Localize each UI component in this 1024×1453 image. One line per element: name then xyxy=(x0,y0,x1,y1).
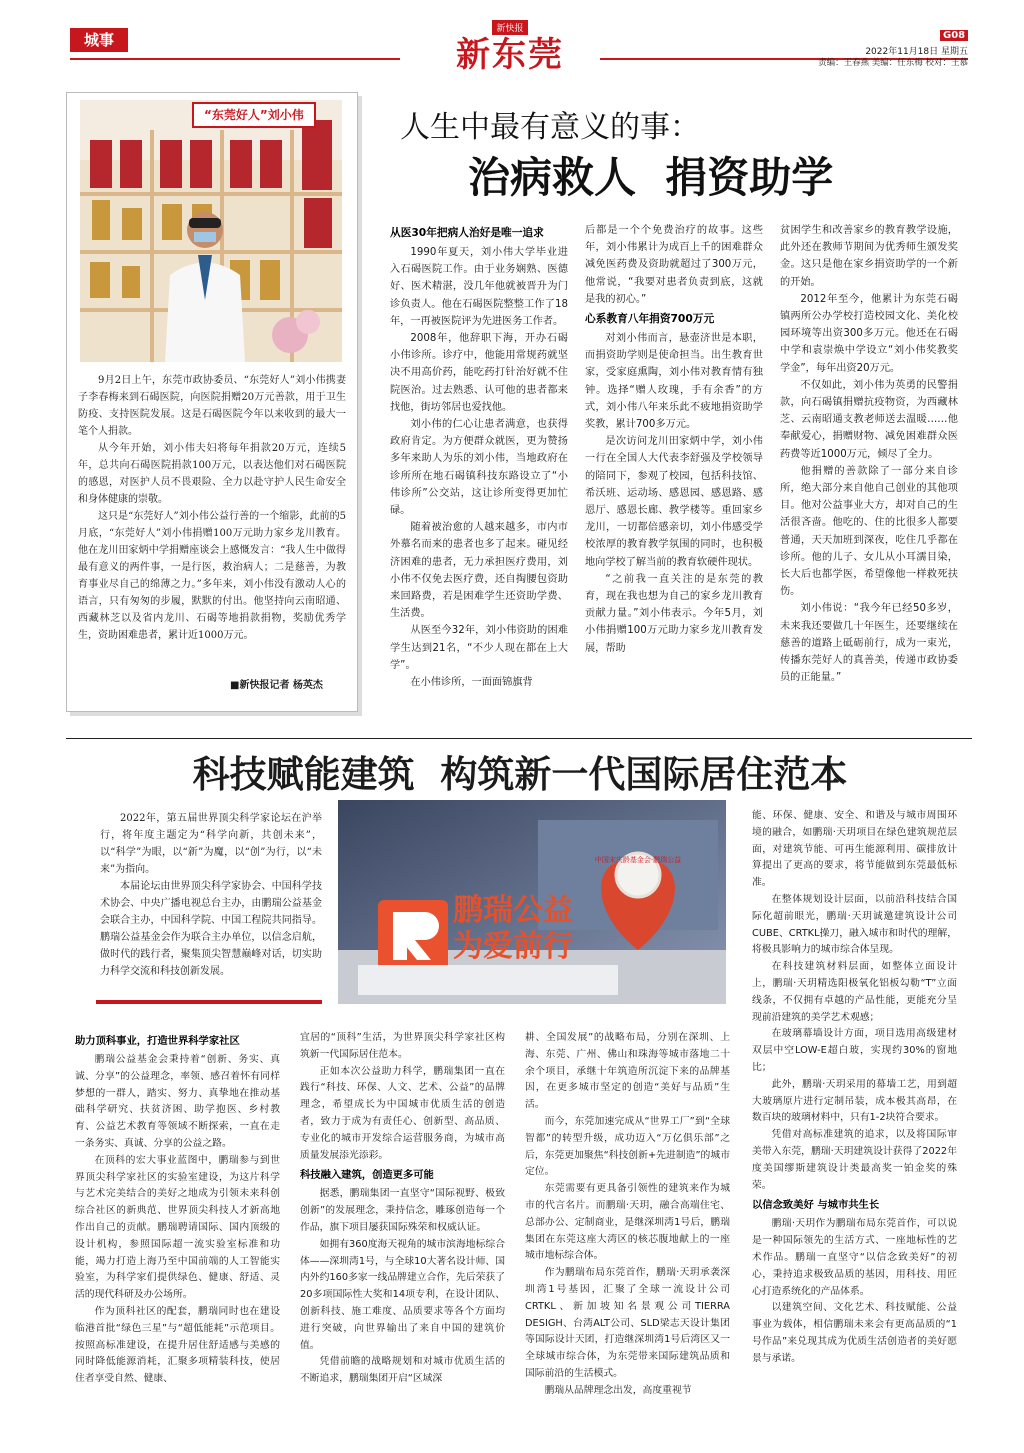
article2-col1 xyxy=(75,1030,280,1388)
subheading: 助力顶科事业，打造世界科学家社区 xyxy=(75,1035,240,1047)
lead-paragraph: 本届论坛由世界顶尖科学家协会、中国科学技术协会、中央广播电视总台主办，由鹏瑞公益基金会联合主办，中国科学院、中国工程院共同指导。鹏瑞公益基金会作为联合主办单位，以信念启航，做时代的践行者，聚集顶尖智慧巅峰对话，切实助力科学交流和科技创新发展。 xyxy=(100,881,322,977)
article2-title: 科技赋能建筑 构筑新一代国际居住范本 xyxy=(192,752,848,796)
body-paragraph: 据悉，鹏瑞集团一直坚守“国际视野、极致创新”的发展理念，秉持信念，雕琢创造每一个作品，旗下项目屡获国际殊荣和权威认证。 xyxy=(300,1188,505,1233)
body-paragraph: 鹏瑞·天玥作为鹏瑞布局东莞首作，可以说是一种国际领先的生活方式、一座地标性的艺术作品。鹏瑞一直坚守“以信念致美好”的初心，秉持追求极致品质的基因，用科技、用匠心打造系统化的产品体系。 xyxy=(752,1218,957,1297)
lead-paragraph: 2022年，第五届世界顶尖科学家论坛在沪举行，将年度主题定为“科学向新，共创未来”，以“科学”为眼，以“新”为魔，以“创”为行，以“未来”为指向。 xyxy=(100,813,322,875)
brand-title: 新东莞 xyxy=(456,35,564,75)
body-paragraph: 作为鹏瑞布局东莞首作，鹏瑞·天玥承袭深圳湾1号基因，汇聚了全球一流设计公司CRTKL、新加坡知名景观公司TIERRA DESIGH、台湾ALT公司、SLD梁志天设计集团等国际设计天团，打造继深圳湾1号后湾区又一全球城市综合体，为东莞带来国际建筑品质和国际前沿的生活模式。 xyxy=(525,1267,730,1379)
lead-paragraph: 这只是“东莞好人”刘小伟公益行善的一个缩影，此前的5月底，“东莞好人”刘小伟捐赠100万元助力家乡龙川教育。他在龙川田家炳中学捐赠座谈会上感慨发言：“我人生中做得最有意义的两件事，一是行医，救治病人；二是慈善，为教育事业尽自己的绵薄之力。”多年来，刘小伟没有激动人心的语言，只有匆匆的步履，默默的付出。他坚持向云南昭通、西藏林芝以及省内龙川、石碣等地捐款捐物，奖励优秀学生，资助困难患者，累计近1000万元。 xyxy=(78,511,346,641)
brand-logo xyxy=(425,16,595,76)
body-paragraph: 随着被治愈的人越来越多，市内市外慕名而来的患者也多了起来。碰见经济困难的患者，无力承担医疗费用，刘小伟不仅免去医疗费，还自掏腰包资助来回路费，若是困难学生还资助学费、生活费。 xyxy=(390,522,568,620)
article2-col4 xyxy=(752,808,957,1368)
body-paragraph: 在玻璃幕墙设计方面，项目选用高级建材双层中空LOW-E超白玻，实现约30%的窗地比； xyxy=(752,1028,957,1073)
photo-banner-top: 中国宋庆龄基金会·鹏瑞公益 xyxy=(594,856,682,864)
body-paragraph: 以建筑空间、文化艺术、科技赋能、公益事业为载体，相信鹏瑞未来会有更高品质的“1号作品”来兑现其成为优质生活创造者的美好愿景与承诺。 xyxy=(752,1302,957,1364)
body-paragraph: 在科技建筑材料层面，如整体立面设计上，鹏瑞·天玥精选阳极氧化铝板勾勒“T”立面线条，不仅拥有卓越的产品性能，更能充分呈现前沿建筑的美学艺术观感； xyxy=(752,961,957,1023)
body-paragraph: 东莞需要有更具备引领性的建筑来作为城市的代言名片。而鹏瑞·天玥，融合高端住宅、总部办公、定制商业，是继深圳湾1号后，鹏瑞集团在东莞这座大湾区的核芯腹地献上的一座城市地标综合体。 xyxy=(525,1183,730,1262)
photo-caption-badge xyxy=(192,102,316,128)
body-paragraph: 鹏瑞公益基金会秉持着“创新、务实、真诚、分享”的公益理念，率领、感召着怀有同样梦想的一群人，踏实、努力、真挚地在推动基础科学研究、扶贫济困、助学抱医、乡村教育、公益艺术教育等领域不断探索，一直在走一条务实、真诚、分享的公益之路。 xyxy=(75,1054,280,1149)
body-paragraph: 作为顶科社区的配套，鹏瑞同时也在建设临港首批“绿色三星”与“超低能耗”示范项目。按照高标准建设，在提升居住舒适感与美感的同时降低能源消耗，汇聚多项精装科技，使居住者享受自然、健康、 xyxy=(75,1305,280,1385)
body-paragraph: 此外，鹏瑞·天玥采用的幕墙工艺，用到超大玻璃原片进行定制吊装，成本极其高昂，在数百块的玻璃材料中，只有1-2块符合要求。 xyxy=(752,1078,957,1124)
section-tag xyxy=(70,28,128,52)
page-number: G08 xyxy=(940,30,968,41)
body-paragraph: 鹏瑞从品牌理念出发，高度重视节 xyxy=(544,1384,692,1396)
body-paragraph: 1990年夏天，刘小伟大学毕业进入石碣医院工作。由于业务娴熟、医德好、医术精湛，没几年他就被晋升为门诊负责人。他在石碣医院整整工作了18年，一再被医院评为先进医务工作者。 xyxy=(390,247,568,327)
photo-sign1: 鹏瑞公益 xyxy=(453,893,573,928)
body-paragraph: 刘小伟说：“我今年已经50多岁，未来我还要做几十年医生，还要继续在慈善的道路上砥砺前行，成为一束光，传播东莞好人的真善美，传递市政协委员的正能量。” xyxy=(780,603,958,684)
body-paragraph: 能、环保、健康、安全、和谐及与城市周围环境的融合，如鹏瑞·天玥项目在绿色建筑规范层面，对建筑节能、可再生能源利用、碳排放计算提出了更高的要求，将节能做到东莞最低标准。 xyxy=(752,810,957,889)
subheading: 以信念致美好 与城市共生长 xyxy=(752,1199,880,1212)
body-paragraph: 凭借前瞻的战略规划和对城市优质生活的不断追求，鹏瑞集团开启“区域深 xyxy=(300,1356,505,1385)
article1-col1 xyxy=(390,222,568,691)
header-rule-left xyxy=(70,58,400,60)
article2-lead xyxy=(100,810,322,980)
article2-col3 xyxy=(525,1030,730,1400)
body-paragraph: 刘小伟的仁心让患者满意，也获得政府肯定。为方便群众就医，更为赞扬多年来助人为乐的刘小伟，当地政府在诊所所在地石碣镇科技东路设立了“小伟诊所”公交站，这让诊所变得更加忙碌。 xyxy=(390,419,568,517)
body-paragraph: “之前我一直关注的是东莞的教育，现在我也想为自己的家乡龙川教育贡献力量。”刘小伟表示。今年5月，刘小伟捐赠100万元助力家乡龙川教育发展，帮助 xyxy=(585,573,763,654)
body-paragraph: 他捐赠的善款除了一部分来自诊所，绝大部分来自他自己创业的其他项目。他对公益事业大方，却对自己的生活很吝啬。他吃的、住的比很多人都要普通，天天加班到深夜，吃住几乎都在诊所。他的儿子、女儿从小耳濡目染，长大后也都学医，希望像他一样救死扶伤。 xyxy=(780,465,958,598)
article1-col3 xyxy=(780,222,958,686)
body-paragraph: 贫困学生和改善家乡的教育教学设施，此外还在教师节期间为优秀师生颁发奖金。这只是他在家乡捐资助学的一个新的开始。 xyxy=(780,225,958,288)
article2-col2 xyxy=(300,1030,505,1388)
brand-small-badge: 新快报 xyxy=(492,20,527,35)
body-paragraph: 凭借对高标准建筑的追求，以及将国际审美带入东莞，鹏瑞·天玥建筑设计获得了2022年度美国缪斯建筑设计类最高奖一铂金奖的殊荣。 xyxy=(752,1129,957,1191)
body-paragraph: 后都是一个个免费治疗的故事。这些年，刘小伟累计为成百上千的困难群众减免医药费及资助就超过了300万元，他常说，“我要对患者负责到底，这就是我的初心。” xyxy=(585,225,763,305)
body-paragraph: 在顶科的宏大事业蓝图中，鹏瑞参与到世界顶尖科学家社区的实验室建设，为这片科学与艺术完美结合的美好之地成为引领未来科创综合社区的新典范、世界顶尖科技人才新高地作出自己的贡献。鹏瑞聘请国际、国内顶级的设计机构，参照国际超一流实验室标准和功能，竭力打造上海乃至中国前端的人工智能实验室，为科学家们提供绿色、健康、舒适、灵活的现代科研及办公场所。 xyxy=(75,1154,280,1301)
article1-title: 治病救人 捐资助学 xyxy=(468,153,834,202)
byline: ■新快报记者 杨英杰 xyxy=(230,680,323,691)
body-paragraph: 是次访问龙川田家炳中学，刘小伟一行在全国人大代表李舒强及学校领导的陪同下，参观了校园，包括科技馆、希沃班、运动场、感恩园、感恩路、感恩厅、感恩长廊、教学楼等。重回家乡龙川，一切都倍感亲切，刘小伟感受学校浓厚的教育教学氛围的同时，也积极地向学校了解当前的教育软硬件现状。 xyxy=(585,436,763,568)
event-illustration xyxy=(338,800,726,1004)
body-paragraph: 耕、全国发展”的战略布局，分别在深圳、上海、东莞、广州、佛山和珠海等城市落地二十余个项目，承继十年筑造所沉淀下来的品牌基因，在更多城市坚定的创造“美好与品质”生活。 xyxy=(525,1032,730,1111)
section-label: 城事 xyxy=(83,31,114,49)
body-paragraph: 如拥有360度海天视角的城市滨海地标综合体——深圳湾1号，与全球10大著名设计师、国内外约160多家一线品牌建立合作，先后荣获了20多项国际性大奖和14项专利，在设计团队、创新科技、施工难度、品质要求等各个方面均进行突破，向世界输出了来自中国的建筑价值。 xyxy=(300,1238,505,1351)
body-paragraph: 宜居的“顶科”生活，为世界顶尖科学家社区构筑新一代国际居住范本。 xyxy=(300,1032,505,1060)
body-paragraph: 2008年，他辞职下海，开办石碣小伟诊所。诊疗中，他能用常规药就坚决不用高价药，能吃药打针治好就不住院医治。过去熟悉、认可他的患者都来找他，街坊邻居也爱找他。 xyxy=(390,333,568,413)
body-paragraph: 在整体规划设计层面，以前沿科技结合国际化超前眼光，鹏瑞·天玥诚邀建筑设计公司CUBE、CRTKL操刀，融入城市和时代的理解，将极具影响力的城市综合体呈现。 xyxy=(752,893,957,956)
portrait-photo xyxy=(80,100,342,362)
body-paragraph: 而今，东莞加速完成从“世界工厂”到“全球智都”的转型升级，成功迈入“万亿俱乐部”之后，东莞更加聚焦“科技创新+先进制造”的城市定位。 xyxy=(525,1115,730,1178)
subheading: 科技融入建筑，创造更多可能 xyxy=(300,1169,434,1182)
issue-date: 2022年11月18日 星期五 xyxy=(865,47,968,57)
subheading: 从医30年把病人治好是唯一追求 xyxy=(390,226,544,239)
editors-line: 责编：王春燕 美编：任东梅 校对：王慕 xyxy=(818,58,968,68)
lead-paragraph: 9月2日上午，东莞市政协委员、“东莞好人”刘小伟携妻子李春梅来到石碣医院，向医院捐赠20万元善款，用于卫生防疫、支持医院发展。这是石碣医院今年以来收到的最大一笔个人捐款。 xyxy=(78,375,346,437)
article1-kicker: 人生中最有意义的事： xyxy=(400,110,700,145)
body-paragraph: 正如本次公益助力科学，鹏瑞集团一直在践行“科技、环保、人文、艺术、公益”的品牌理念，希望成长为中国城市优质生活的创造者，致力于成为有责任心、创新型、高品质、专业化的城市开发综合运营服务商，为城市高质量发展添光添彩。 xyxy=(300,1065,505,1161)
subheading: 心系教育八年捐资700万元 xyxy=(585,312,715,326)
article1-lead xyxy=(78,372,346,644)
body-paragraph: 不仅如此，刘小伟为英勇的民警捐款，向石碣镇捐赠抗疫物资，为西藏林芝、云南昭通支教老师送去温暖……他奉献爱心，捐赠财物、减免困难群众医药费等近1000万元，倾尽了全力。 xyxy=(780,379,958,460)
portrait-illustration xyxy=(80,100,342,362)
body-paragraph: 从医至今32年，刘小伟资助的困难学生达到21名，“不少人现在都在上大学”。 xyxy=(390,625,568,671)
body-paragraph: 2012年至今，他累计为东莞石碣镇两所公办学校打造校园文化、美化校园环境等出资300多万元。他还在石碣中学和袁崇焕中学设立“刘小伟奖教奖学金”，每年出资20万元。 xyxy=(780,293,958,374)
section-divider xyxy=(66,738,972,739)
photo-sign2: 为爱前行 xyxy=(453,929,573,964)
article1-col2 xyxy=(585,222,763,657)
body-paragraph: 对刘小伟而言，悬壶济世是本职，而捐资助学则是使命担当。出生教育世家，受家庭熏陶，刘小伟对教育情有独钟。选择“赠人玫瑰，手有余香”的方式，刘小伟八年来乐此不疲地捐资助学奖教，累计700多万元。 xyxy=(585,333,763,431)
lead-paragraph: 从今年开始，刘小伟夫妇将每年捐款20万元，连续5年，总共向石碣医院捐款100万元，以表达他们对石碣医院的感恩，对医护人员不畏艰险、全力以赴守护人民生命安全和身体健康的崇敬。 xyxy=(78,443,346,505)
event-photo xyxy=(338,800,726,1004)
lead-accent-bar xyxy=(96,1000,322,1004)
photo-caption: “东莞好人”刘小伟 xyxy=(204,108,304,122)
body-paragraph: 在小伟诊所，一面面锦旗背 xyxy=(410,677,533,689)
